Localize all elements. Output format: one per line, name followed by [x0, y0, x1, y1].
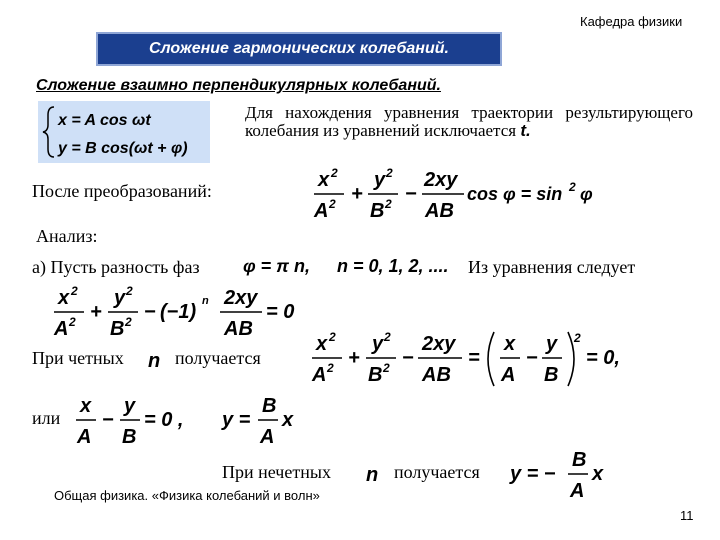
- phase-equation: φ = π n,: [243, 256, 310, 276]
- svg-text:2: 2: [331, 166, 338, 180]
- svg-text:= 0: = 0: [266, 301, 295, 323]
- svg-text:−: −: [526, 347, 538, 369]
- n-variable-odd: n: [366, 464, 379, 486]
- svg-text:B: B: [110, 318, 125, 340]
- svg-text:2xy: 2xy: [224, 287, 258, 309]
- svg-text:AB: AB: [422, 364, 451, 386]
- svg-text:2: 2: [327, 361, 334, 375]
- svg-text:x: x: [592, 463, 604, 485]
- svg-text:2xy: 2xy: [424, 169, 458, 191]
- svg-text:y: y: [372, 333, 384, 355]
- svg-text:A: A: [570, 480, 585, 502]
- svg-text:y =: y =: [222, 409, 251, 431]
- svg-text:B: B: [368, 364, 383, 386]
- odd-case-equation: [508, 444, 618, 506]
- svg-text:B: B: [572, 449, 587, 471]
- svg-text:−: −: [102, 409, 114, 431]
- svg-text:y: y: [546, 333, 558, 355]
- svg-text:AB: AB: [425, 200, 454, 222]
- svg-text:−: −: [405, 183, 417, 205]
- n-variable-even: n: [148, 350, 161, 372]
- svg-text:x: x: [504, 333, 516, 355]
- svg-text:A: A: [54, 318, 69, 340]
- svg-text:+: +: [348, 347, 360, 369]
- slide-title: Сложение гармонических колебаний.: [96, 32, 502, 66]
- equation-system-box: [38, 101, 210, 163]
- svg-text:2: 2: [126, 284, 133, 298]
- analysis-label: Анализ:: [36, 226, 98, 246]
- svg-text:x: x: [58, 287, 70, 309]
- svg-text:2: 2: [69, 315, 76, 329]
- svg-text:AB: AB: [224, 318, 253, 340]
- svg-text:2: 2: [384, 330, 391, 344]
- page-number: 11: [680, 508, 694, 523]
- svg-text:A: A: [314, 200, 329, 222]
- svg-text:x: x: [316, 333, 328, 355]
- svg-text:x: x: [80, 395, 92, 417]
- svg-text:2: 2: [383, 361, 390, 375]
- svg-text:A: A: [77, 426, 92, 448]
- system-eq-2: y = B cos(ωt + φ): [58, 140, 188, 157]
- svg-text:y: y: [114, 287, 126, 309]
- from-equation-text: Из уравнения следует: [468, 257, 636, 277]
- svg-text:=: =: [468, 347, 480, 369]
- svg-text:2xy: 2xy: [422, 333, 456, 355]
- svg-text:y: y: [124, 395, 136, 417]
- system-eq-1: x = A cos ωt: [58, 112, 151, 129]
- svg-text:x: x: [318, 169, 330, 191]
- odd-label: При нечетных: [222, 462, 331, 482]
- svg-text:y = −: y = −: [510, 463, 556, 485]
- svg-text:+: +: [90, 301, 102, 323]
- n-values: n = 0, 1, 2, ....: [337, 256, 449, 276]
- intro-variable: t.: [520, 121, 531, 140]
- even-label: При четных: [32, 348, 124, 368]
- svg-text:2: 2: [574, 331, 581, 345]
- trajectory-equation: [312, 164, 612, 226]
- svg-text:A: A: [260, 426, 275, 448]
- svg-text:= 0 ,: = 0 ,: [144, 409, 184, 431]
- svg-text:A: A: [501, 364, 516, 386]
- svg-text:φ: φ: [580, 184, 593, 204]
- svg-text:2: 2: [385, 197, 392, 211]
- after-transform-label: После преобразований:: [32, 181, 212, 201]
- line-equations: [74, 390, 314, 452]
- even-case-equation: [310, 326, 640, 392]
- svg-text:cos φ = sin: cos φ = sin: [467, 184, 563, 204]
- svg-text:B: B: [544, 364, 559, 386]
- svg-text:= 0,: = 0,: [586, 347, 620, 369]
- svg-text:y: y: [374, 169, 386, 191]
- slide-subtitle: Сложение взаимно перпендикулярных колебаний.: [36, 77, 441, 94]
- svg-text:+: +: [351, 183, 363, 205]
- svg-text:−: −: [402, 347, 414, 369]
- course-footer: Общая физика. «Физика колебаний и волн»: [54, 488, 320, 503]
- svg-text:2: 2: [329, 197, 336, 211]
- gets-label-odd: получается: [394, 462, 480, 482]
- svg-text:B: B: [262, 395, 277, 417]
- svg-text:(−1): (−1): [160, 301, 197, 323]
- svg-text:B: B: [370, 200, 385, 222]
- intro-paragraph: [245, 104, 693, 140]
- department-label: Кафедра физики: [580, 14, 683, 29]
- gets-label-even: получается: [175, 348, 261, 368]
- svg-text:A: A: [312, 364, 327, 386]
- svg-text:x: x: [282, 409, 294, 431]
- phase-n-equation: [52, 282, 312, 342]
- svg-text:2: 2: [569, 180, 576, 194]
- svg-text:2: 2: [386, 166, 393, 180]
- svg-text:2: 2: [71, 284, 78, 298]
- svg-text:2: 2: [329, 330, 336, 344]
- or-label: или: [32, 408, 61, 428]
- intro-text: Для нахождения уравнения траектории результирующего колебания из уравнений исключается: [245, 103, 693, 140]
- svg-text:−: −: [144, 301, 156, 323]
- equation-system: [38, 101, 210, 163]
- svg-text:B: B: [122, 426, 137, 448]
- svg-text:n: n: [202, 295, 209, 307]
- case-a-label: а) Пусть разность фаз: [32, 257, 200, 277]
- svg-text:2: 2: [125, 315, 132, 329]
